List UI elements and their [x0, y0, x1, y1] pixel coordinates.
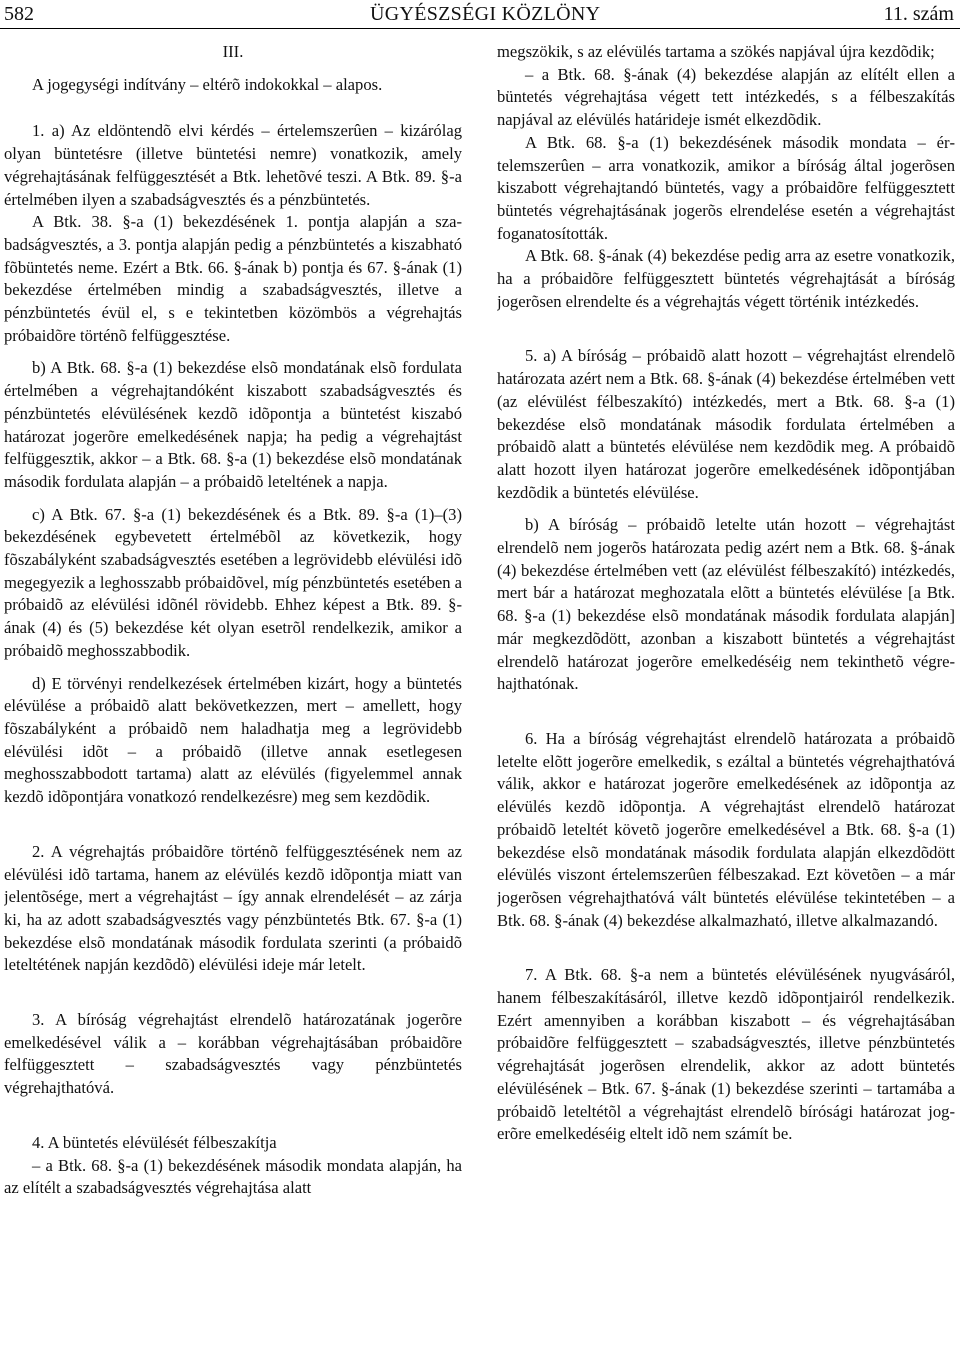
paragraph: A jogegységi indítvány – eltérõ indokokkal – alapos. — [32, 74, 383, 94]
page-number: 582 — [4, 3, 34, 25]
paragraph: 3. A bíróság végrehajtást elrendelõ határozatának jogerõre emelkedésével válik a – korábban végrehajtásában próbaidõre felfüggesztett – szabadságvesztés vagy pénzbüntetés végrehajthatóvá. — [4, 1010, 462, 1098]
paragraph: 7. A Btk. 68. §-a nem a büntetés elévülésének nyugvásáról, hanem félbeszakításáról, illetve kezdõ idõpontjairól rendelkezik. Ezért amennyiben a korábban kiszabott – és végrehajtásában próbaidõre felfüggesztett – szabadságvesztés, illetve pénzbüntetés végrehajtását jogerõsen elrendelik, akkor az adott büntetés elévülésének – Btk. 67. §-ának (1) bekezdése szerinti – tartamába a próbaidõ leteltétõl a végrehajtást elrendelõ bírósági határozat jogerõre emelkedéséig eltelt idõ nem számít be. — [497, 965, 955, 1144]
paragraph: b) A Btk. 68. §-a (1) bekezdése elsõ mondatának elsõ fordulata értelmében a végrehajtandóként kiszabott szabadságvesztés és pénzbüntetés elévülésének kezdõ idõpontja a büntetést kiszabó határozat jogerõre emelkedésének napja; ha pedig a végrehajtást felfüggesztik, akkor – a Btk. 68. §-a (1) bekezdése elsõ mondatának második fordulata alapján – a próbaidõ leteltének a napja. — [4, 358, 462, 491]
left-column — [4, 41, 462, 1341]
paragraph: 2. A végrehajtás próbaidõre történõ felfüggesztésének nem az elévülési idõ tartama, hanem az elévülés kezdõ idõpontja miatt van jelentõsége, mert a végrehajtást – így annak elrendelését – az zárja ki, ha az adott szabadságvesztés vagy pénzbüntetés Btk. 67. §-a (1) bekezdése elsõ mondatának második fordulata szerinti (a próbaidõ leteltétének napján kezdõdõ) elévülési ideje már letelt. — [4, 841, 462, 975]
paragraph: c) A Btk. 67. §-a (1) bekezdésének és a Btk. 89. §-a (1)–(3) bekezdésének egybevetett értelmébõl az következik, hogy fõszabályként szabadságvesztés esetében a legrövidebb elévülési idõ megegyezik a leghosszabb próbaidõvel, míg pénzbüntetés esetében a próbaidõ az elévülési idõnél rövidebb. Ehhez képest a Btk. 89. §-ának (4) és (5) bekezdése két olyan esetrõl rendelkezik, amikor a próbaidõ meghosszabbodik. — [4, 504, 462, 660]
section-heading: III. — [222, 42, 244, 61]
journal-title: ÜGYÉSZSÉGI KÖZLÖNY — [370, 3, 601, 25]
header-rule — [0, 28, 960, 29]
paragraph: 4. A büntetés elévülését félbeszakítja — [32, 1132, 277, 1152]
paragraph: megszökik, s az elévülés tartama a szökés napjával újra kezdõdik; — [497, 42, 935, 61]
paragraph: d) E törvényi rendelkezések értelmében kizárt, hogy a büntetés elévülése a próbaidõ alatt bekövetkezzen, mert – amellett, hogy fõszabályként a próbaidõ nem haladhatja meg a legrövidebb elévülési idõt – a próbaidõ (illetve annak esetlegesen meghosszabbodott tartama) alatt az elévülés (figyelemmel annak kezdõ idõpontjára vonatkozó rendelkezésre) meg sem kezdõdik. — [4, 673, 462, 807]
paragraph: 1. a) Az eldöntendõ elvi kérdés – értelemszerûen – kizárólag olyan büntetésre (illetve büntetési nemre) vonatkozik, amely végrehajtásának felfüggesztését a Btk. lehetõvé teszi. A Btk. 89. §-a értelmében ilyen a szabadságvesztés és a pénzbüntetés. — [4, 121, 462, 209]
paragraph: 6. Ha a bíróság végrehajtást elrendelõ határozata a próbaidõ letelte elõtt jogerõre emelkedik, s ezáltal a büntetés végrehajthatóvá válik, akkor e határozat jogerõre emelkedésének az idõpontja az elévülés kezdõ idõpontja. A végrehajtást elrendelõ határozat próbaidõ leteltét követõ jogerõre emelkedésével a Btk. 68. §-a (1) bekezdése elsõ mondatának második fordulata alapján elkezdõdött elévülés viszont értelemszerûen félbeszakad. Ezt követõen – a már jogerõsen végrehajthatóvá vált büntetés elévülése tekintetében – a Btk. 68. §-ának (4) bekezdése alkalmazható, illetve alkalmazandó. — [497, 728, 955, 930]
paragraph: 5. a) A bíróság – próbaidõ alatt hozott – végrehajtást elrendelõ határozata azért nem a Btk. 68. §-ának (4) bekezdése értelmében vett (az elévülést félbeszakító) intézkedés, mert a Btk. 68. §-a (1) bekezdése elsõ mondatának második fordulata értelmében a próbaidõ alatt a büntetés elévülése nem kezdõdik meg. A próbaidõ alatt hozott ilyen határozat jogerõre emelkedésének idõpontjában kezdõdik a büntetés elévülése. — [497, 346, 955, 502]
paragraph: – a Btk. 68. §-ának (4) bekezdése alapján az elítélt ellen a büntetés végrehajtása végett tett intézkedés, s a félbeszakítás napjával az elévülés határideje ismét elkezdõdik. — [497, 64, 955, 130]
paragraph: A Btk. 68. §-ának (4) bekezdése pedig arra az esetre vonatkozik, ha a próbaidõre felfüggesztett büntetés végrehajtását a bíróság jogerõsen elrendelte és a végrehajtás végett történik intézkedés. — [497, 246, 955, 311]
page-header — [0, 0, 960, 34]
issue-number: 11. szám — [883, 3, 954, 25]
paragraph: A Btk. 68. §-a (1) bekezdésének második mondata – értelemszerûen – arra vonatkozik, amikor a bíróság által jogerõsen kiszabott végrehajtandó büntetés, vagy a próbaidõre felfüggesztett büntetés végrehajtásának jogerõs elrendelése esetén a végrehajtást foganatosították. — [497, 132, 955, 243]
paragraph: – a Btk. 68. §-a (1) bekezdésének második mondata alapján, ha az elítélt a szabadságvesztés végrehajtása alatt — [4, 1155, 462, 1198]
right-column — [497, 41, 955, 1341]
paragraph: A Btk. 38. §-a (1) bekezdésének 1. pontja alapján a szabadságvesztés, a 3. pontja alapján pedig a pénzbüntetés a kiszabható fõbüntetés neme. Ezért a Btk. 66. §-ának b) pontja és 67. §-ának (1) bekezdése értelmében mindig a szabadságvesztés, illetve a pénzbüntetés évül el, s e tekintetben közömbös a végrehajtás próbaidõre történõ felfüggesztése. — [4, 212, 462, 345]
paragraph: b) A bíróság – próbaidõ letelte után hozott – végrehajtást elrendelõ nem jogerõs határozata pedig azért nem a Btk. 68. §-ának (4) bekezdése értelmében vett (az elévülést félbeszakító) intézkedés, mert bár a határozat meghozatala elõtt a büntetés elévülése [a Btk. 68. §-a (1) bekezdése elsõ mondatának második fordulata alapján] már megkezdõdött, azonban a kiszabott büntetés a végrehajtást elrendelõ határozat jogerõre emelkedéséig nem tekinthetõ végrehajthatónak. — [497, 515, 955, 694]
